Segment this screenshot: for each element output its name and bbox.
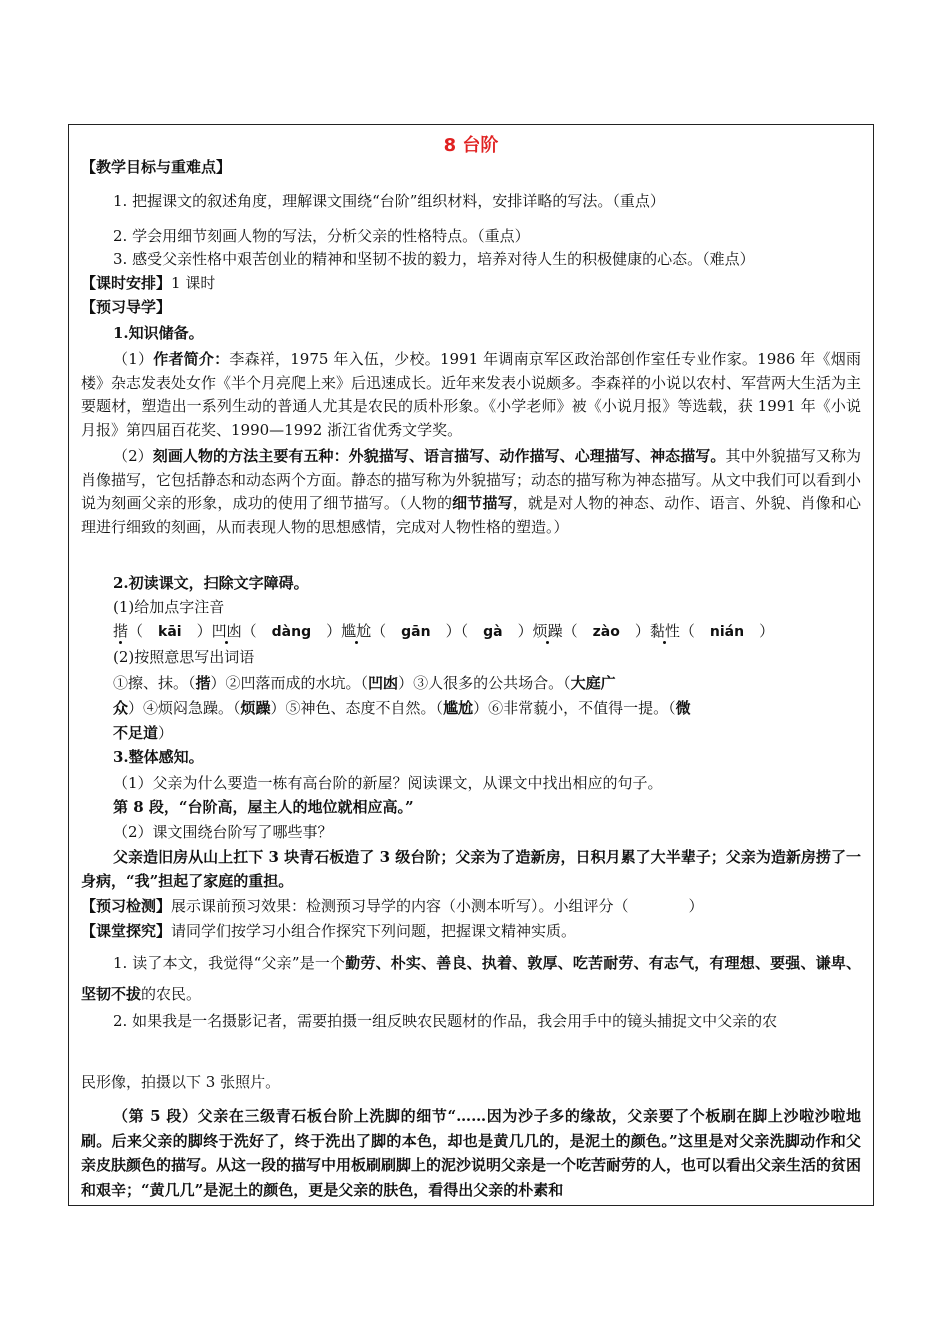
pinyin-word: 烦躁 [532,622,563,640]
pinyin-subtitle: (1)给加点字注音 [113,598,225,616]
reading-title: 2.初读课文，扫除文字障碍。 [113,574,309,592]
explore-item-2-line-2: 民形像，拍摄以下 3 张照片。 [81,1073,281,1091]
pinyin-answer: nián [709,624,745,640]
pinyin-word: 黏性 [649,622,680,640]
author-intro-text: 李森祥，1975 年入伍，少校。1991 年调南京军区政治部创作室任专业作家。1986 年《烟雨楼》杂志发表处女作《半个月亮爬上来》后迅速成长。近年来发表小说颇多。李森祥的小说以农村、军营两大生活为主要题材，塑造出一系列生动的普通人尤其是农民的质朴形象。《小学老师》被《小说月报》等选载，获 1991 年《小说月报》第四届百花奖、1990—1992 浙江省优秀文学奖。 [81,350,862,439]
methods-paragraph [81,445,861,539]
check-header: 【预习检测】 [81,897,172,915]
pinyin-answer: dàng [271,624,312,640]
pinyin-word: 凹凼 [211,622,242,640]
page-title: 8 台阶 [443,135,499,156]
explore-item-1: 1. 读了本文，我觉得“父亲”是一个勤劳、朴实、善良、执着、敦厚、吃苦耐劳、有志气，有理想、要强、谦卑、坚韧不拔的农民。 [81,954,861,1003]
explore-item-2-line-1: 2. 如果我是一名摄影记者，需要拍摄一组反映农民题材的作品，我会用手中的镜头捕捉文中父亲的农 [113,1012,778,1030]
answer-2: 父亲造旧房从山上扛下 3 块青石板造了 3 级台阶；父亲为了造新房，日积月累了大半辈子；父亲为造新房捞了一身病，“我”担起了家庭的重担。 [81,848,861,890]
vocab-line-3: 不足道） [113,724,174,742]
knowledge-title: 1.知识储备。 [113,324,204,342]
methods-label: （2） [113,447,153,465]
question-1: （1）父亲为什么要造一栋有高台阶的新屋？阅读课文，从课文中找出相应的句子。 [113,774,663,792]
preview-header: 【预习导学】 [81,298,172,316]
vocab-answer: 尴尬 [443,699,474,717]
pinyin-word: 揩 [113,622,129,640]
pinyin-answer: kāi [158,624,182,640]
explore-text: 请同学们按学习小组合作探究下列问题，把握课文精神实质。 [171,922,577,940]
methods-text-2: ，就是对人物的神态、动作、语言、外貌、肖像和心理进行细致的刻画，从而表现人物的思想感情，完成对人物性格的塑造。） [81,494,861,536]
pinyin-answer: zào [592,624,620,640]
methods-text-1: 其中外貌描写又称为肖像描写，它包括静态和动态两个方面。静态的描写称为外貌描写；动态的描写称为神态描写。从文中我们可以看到小说为刻画父亲的形象，成功的使用了细节描写。（人物的 [81,447,862,512]
detail-term: 细节描写 [452,494,513,512]
vocab-answer: 大庭广 [570,674,616,692]
author-intro-label: （1） [113,350,154,368]
schedule-row [81,273,215,293]
pinyin-answer: gà [483,624,503,640]
pinyin-row: 揩（ kāi ）凹凼（ dàng ）尴尬（ gān ）（ gà ）烦躁（ zào ）黏性（ nián ） [113,622,775,640]
goal-item-3: 3. 感受父亲性格中艰苦创业的精神和坚韧不拔的毅力，培养对待人生的积极健康的心态。（难点） [113,250,755,268]
vocab-answer: 不足道 [113,724,159,742]
methods-heading: 刻画人物的方法主要有五种：外貌描写、语言描写、动作描写、心理描写、神态描写。 [152,447,726,465]
vocab-subtitle: (2)按照意思写出词语 [113,648,255,666]
pinyin-word: 尴尬 [341,622,372,640]
question-2: （2）课文围绕台阶写了哪些事？ [113,823,333,841]
check-text: 展示课前预习效果：检测预习导学的内容（小测本听写）。小组评分（ ） [171,897,704,915]
vocab-answer: 烦躁 [240,699,271,717]
goals-header: 【教学目标与重难点】 [81,158,232,176]
father-traits: 勤劳、朴实、善良、执着、敦厚、吃苦耐劳、有志气，有理想、要强、谦卑、坚韧不拔 [81,954,861,1003]
vocab-answer: 凹凼 [368,674,399,692]
author-intro-heading: 作者简介： [153,350,230,368]
vocab-answer: 微 [675,699,691,717]
worksheet-frame [68,124,874,1206]
pinyin-answer: gān [401,624,431,640]
author-intro-paragraph [81,348,861,442]
check-row [81,896,704,916]
vocab-line-2: 众）④烦闷急躁。（烦躁）⑤神色、态度不自然。（尴尬）⑥非常藐小，不值得一提。（微 [113,699,691,717]
schedule-header: 【课时安排】 [81,274,172,292]
goal-item-1: 1. 把握课文的叙述角度，理解课文围绕“台阶”组织材料，安排详略的写法。（重点） [113,192,665,210]
schedule-value: 1 课时 [171,274,216,292]
vocab-answer: 揩 [195,674,211,692]
answer-1: 第 8 段，“台阶高，屋主人的地位就相应高。” [113,798,414,816]
explore-row [81,921,576,941]
explore-answer: （第 5 段）父亲在三级青石板台阶上洗脚的细节“……因为沙子多的缘故，父亲要了个板刷在脚上沙啦沙啦地刷。后来父亲的脚终于洗好了，终于洗出了脚的本色，却也是黄几几的，是泥土的颜色。”这里是对父亲洗脚动作和父亲皮肤颜色的描写。从这一段的描写中用板刷刷脚上的泥沙说明父亲是一个吃苦耐劳的人，也可以看出父亲生活的贫困和艰辛；“黄几几”是泥土的颜色，更是父亲的肤色，看得出父亲的朴素和 [81,1107,862,1199]
overview-title: 3.整体感知。 [113,748,204,766]
vocab-answer: 众 [113,699,129,717]
explore-header: 【课堂探究】 [81,922,172,940]
goal-item-2: 2. 学会用细节刻画人物的写法，分析父亲的性格特点。（重点） [113,227,530,245]
vocab-line-1: ①擦、抹。（揩）②凹落而成的水坑。（凹凼）③人很多的公共场合。（大庭广 [113,674,616,692]
